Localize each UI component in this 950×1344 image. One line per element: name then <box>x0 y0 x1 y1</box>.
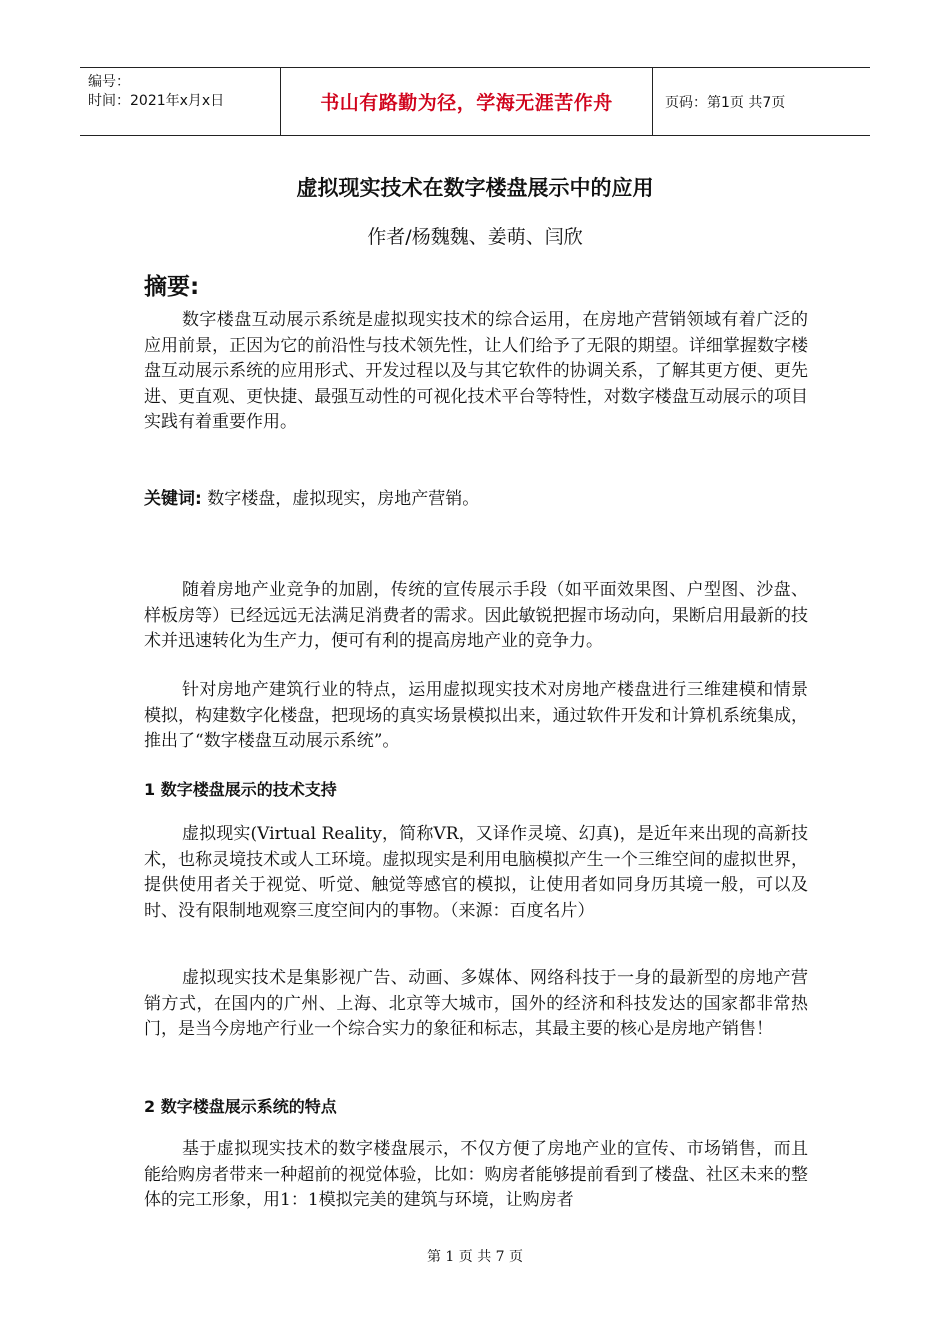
number-label: 编号： <box>88 74 130 90</box>
date-line: 时间：2021年x月x日 <box>88 93 225 109</box>
body-paragraph-2: 针对房地产建筑行业的特点，运用虚拟现实技术对房地产楼盘进行三维建模和情景模拟，构建数字化楼盘，把现场的真实场景模拟出来，通过软件开发和计算机系统集成，推出了“数字楼盘互动展示系统”。 <box>144 680 808 751</box>
motto-text: 书山有路勤为径，学海无涯苦作舟 <box>320 92 613 114</box>
body-paragraph-5: 基于虚拟现实技术的数字楼盘展示，不仅方便了房地产业的宣传、市场销售，而且能给购房者带来一种超前的视觉体验，比如：购房者能够提前看到了楼盘、社区未来的整体的完工形象，用1：1模拟完美的建筑与环境，让购房者 <box>144 1139 808 1210</box>
document-title: 虚拟现实技术在数字楼盘展示中的应用 <box>296 176 654 200</box>
header-meta <box>80 68 281 135</box>
body-paragraph-1: 随着房地产业竞争的加剧，传统的宣传展示手段（如平面效果图、户型图、沙盘、样板房等）已经远远无法满足消费者的需求。因此敏锐把握市场动向，果断启用最新的技术并迅速转化为生产力，便可有利的提高房地产业的竞争力。 <box>144 580 808 651</box>
page-footer: 第 1 页 共 7 页 <box>426 1249 524 1265</box>
header-motto <box>281 68 653 135</box>
keywords-line <box>144 484 479 509</box>
abstract-paragraph: 数字楼盘互动展示系统是虚拟现实技术的综合运用，在房地产营销领域有着广泛的应用前景，正因为它的前沿性与技术领先性，让人们给予了无限的期望。详细掌握数字楼盘互动展示系统的应用形式、开发过程以及与其它软件的协调关系，了解其更方便、更先进、更直观、更快捷、最强互动性的可视化技术平台等特性，对数字楼盘互动展示的项目实践有着重要作用。 <box>144 310 808 432</box>
keywords-label: 关键词: <box>144 489 202 509</box>
body-paragraph-4: 虚拟现实技术是集影视广告、动画、多媒体、网络科技于一身的最新型的房地产营销方式，在国内的广州、上海、北京等大城市，国外的经济和科技发达的国家都非常热门，是当今房地产行业一个综合实力的象征和标志，其最主要的核心是房地产销售！ <box>144 968 808 1039</box>
section-heading-2: 2 数字楼盘展示系统的特点 <box>144 1097 337 1116</box>
document-header <box>80 67 870 136</box>
document-authors: 作者/杨魏魏、姜萌、闫欣 <box>367 226 583 248</box>
abstract-heading: 摘要: <box>144 274 200 300</box>
page-info-text: 页码：第1页 共7页 <box>665 94 786 111</box>
body-paragraph-3: 虚拟现实(Virtual Reality，简称VR，又译作灵境、幻真)，是近年来出现的高新技术，也称灵境技术或人工环境。虚拟现实是利用电脑模拟产生一个三维空间的虚拟世界，提供使用者关于视觉、听觉、触觉等感官的模拟，让使用者如同身历其境一般，可以及时、没有限制地观察三度空间内的事物。（来源：百度名片） <box>144 824 808 921</box>
header-page-info <box>653 68 870 135</box>
section-heading-1: 1 数字楼盘展示的技术支持 <box>144 780 337 799</box>
keywords-value: 数字楼盘，虚拟现实，房地产营销。 <box>201 489 480 509</box>
